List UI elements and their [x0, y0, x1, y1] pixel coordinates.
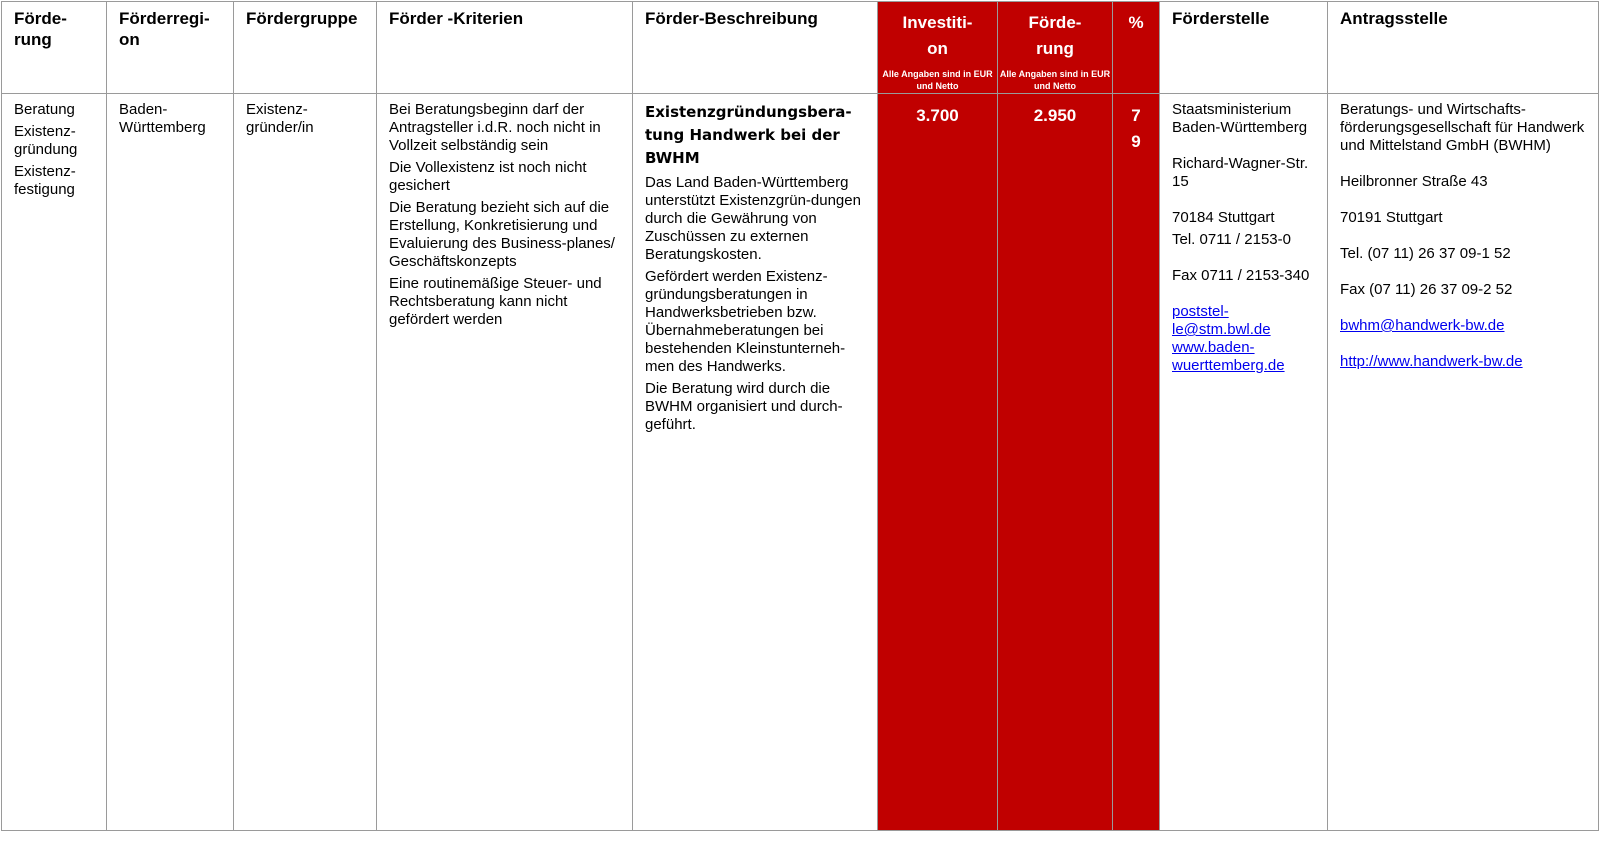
- foerderung-item: Existenz- gründung: [14, 123, 78, 158]
- foerderstelle-email-link[interactable]: poststel-le@stm.bwl.de: [1172, 303, 1271, 338]
- cell-antragsstelle: [1328, 94, 1599, 831]
- beschreibung-paragraph: Das Land Baden-Württemberg unterstützt Existenzgrün-dungen durch die Gewährung von Zuschüssen zu externen Beratungskosten.: [645, 174, 861, 263]
- antragsstelle-tel: Tel. (07 11) 26 37 09-1 52: [1340, 245, 1511, 262]
- foerderbetrag-note: Alle Angaben sind in EUR und Netto: [999, 69, 1111, 91]
- header-kriterien: Förder -Kriterien: [377, 2, 633, 94]
- foerderstelle-city: 70184 Stuttgart: [1172, 209, 1275, 226]
- antragsstelle-city: 70191 Stuttgart: [1340, 209, 1443, 226]
- investition-note: Alle Angaben sind in EUR und Netto: [882, 69, 993, 91]
- foerderstelle-name: Staatsministerium Baden-Württemberg: [1172, 101, 1308, 136]
- header-prozent: %: [1113, 2, 1160, 94]
- table-row: [2, 94, 1599, 831]
- cell-kriterien: [377, 94, 633, 831]
- cell-beschreibung: [633, 94, 878, 831]
- foerderbetrag-value: 2.950: [1033, 106, 1077, 125]
- cell-foerderung: [2, 94, 107, 831]
- foerderung-item: Existenz- festigung: [14, 163, 76, 198]
- header-investition: Investiti- on Alle Angaben sind in EUR und Netto: [878, 2, 998, 94]
- header-row: [2, 2, 1599, 94]
- cell-foerdergruppe: Existenz- gründer/in: [234, 94, 377, 831]
- header-foerderung: Förde- rung: [2, 2, 107, 94]
- investition-value: 3.700: [916, 106, 959, 125]
- beschreibung-paragraph: Gefördert werden Existenz-gründungsberatungen in Handwerksbetrieben bzw. Übernahmeberatungen bei bestehenden Kleinstunterneh-men des Handwerks.: [645, 268, 846, 375]
- kriterium-item: Eine routinemäßige Steuer- und Rechtsberatung kann nicht gefördert werden: [389, 275, 602, 328]
- foerderstelle-web-link[interactable]: www.baden-wuerttemberg.de: [1172, 339, 1285, 374]
- antragsstelle-fax: Fax (07 11) 26 37 09-2 52: [1340, 281, 1513, 298]
- cell-foerderbetrag: [998, 94, 1113, 831]
- antragsstelle-email-link[interactable]: bwhm@handwerk-bw.de: [1340, 317, 1505, 334]
- header-foerdergruppe: Fördergruppe: [234, 2, 377, 94]
- antragsstelle-name: Beratungs- und Wirtschafts-förderungsgesellschaft für Handwerk und Mittelstand GmbH (BWHM): [1340, 101, 1585, 154]
- prozent-value: 7 9: [1131, 106, 1141, 151]
- header-foerderstelle: Förderstelle: [1160, 2, 1328, 94]
- kriterium-item: Bei Beratungsbeginn darf der Antragsteller i.d.R. noch nicht in Vollzeit selbständig sein: [389, 101, 601, 154]
- antragsstelle-street: Heilbronner Straße 43: [1340, 173, 1488, 190]
- foerderstelle-street: Richard-Wagner-Str. 15: [1172, 155, 1309, 190]
- foerderstelle-tel: Tel. 0711 / 2153-0: [1172, 231, 1291, 248]
- foerderstelle-fax: Fax 0711 / 2153-340: [1172, 267, 1310, 284]
- cell-prozent: [1113, 94, 1160, 831]
- header-foerderregion: Förderregi- on: [107, 2, 234, 94]
- header-beschreibung: Förder-Beschreibung: [633, 2, 878, 94]
- foerderung-item: Beratung: [14, 101, 75, 118]
- cell-foerderregion: Baden- Württemberg: [107, 94, 234, 831]
- kriterium-item: Die Vollexistenz ist noch nicht gesichert: [389, 159, 587, 194]
- header-antragsstelle: Antragsstelle: [1328, 2, 1599, 94]
- antragsstelle-web-link[interactable]: http://www.handwerk-bw.de: [1340, 353, 1523, 370]
- beschreibung-title: Existenzgründungsbera-tung Handwerk bei der BWHM: [645, 103, 852, 167]
- funding-table: [1, 1, 1599, 831]
- beschreibung-paragraph: Die Beratung wird durch die BWHM organisiert und durch-geführt.: [645, 380, 843, 433]
- kriterium-item: Die Beratung bezieht sich auf die Erstellung, Konkretisierung und Evaluierung des Business-planes/ Geschäftskonzepts: [389, 199, 615, 270]
- header-foerderbetrag: Förde- rung Alle Angaben sind in EUR und Netto: [998, 2, 1113, 94]
- cell-foerderstelle: [1160, 94, 1328, 831]
- cell-investition: [878, 94, 998, 831]
